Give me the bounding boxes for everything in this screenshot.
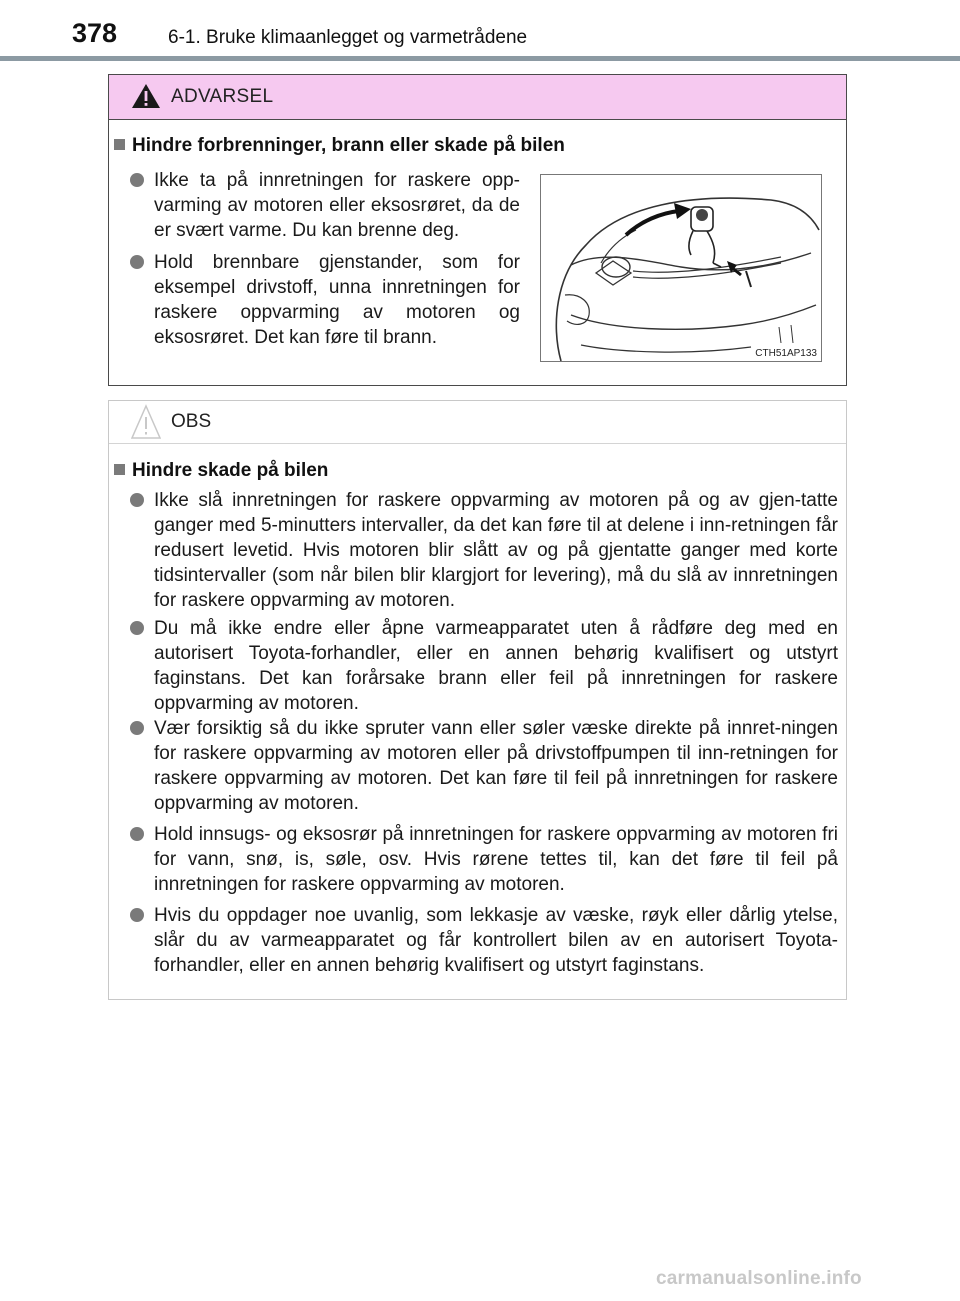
- notice-bullet-2: Du må ikke endre eller åpne varmeapparatet uten å rådføre deg med en autorisert Toyota-forhandler, eller en annen behørig kvalifisert og utstyrt faginstans. Det kan forårsake brann eller feil på innretningen for raskere oppvarming av motoren.: [154, 616, 838, 716]
- engine-heater-illustration: [540, 174, 822, 362]
- warning-label: ADVARSEL: [171, 86, 274, 107]
- square-bullet-icon: [114, 464, 125, 475]
- bullet-dot-icon: [130, 493, 144, 507]
- warning-subheading: Hindre forbrenninger, brann eller skade på bilen: [114, 135, 565, 157]
- warning-triangle-icon: [131, 83, 161, 114]
- notice-bullet-5: Hvis du oppdager noe uvanlig, som lekkasje av væske, røyk eller dårlig ytelse, slår du av varmeapparatet og får kontrollert bilen av en autorisert Toyota-forhandler, eller en annen behørig kvalifisert og utstyrt faginstans.: [154, 903, 838, 978]
- bullet-dot-icon: [130, 173, 144, 187]
- square-bullet-icon: [114, 139, 125, 150]
- bullet-dot-icon: [130, 621, 144, 635]
- notice-header: [109, 401, 846, 444]
- notice-bullet-3: Vær forsiktig så du ikke spruter vann eller søler væske direkte på innret-ningen for raskere oppvarming av motoren eller på drivstoffpumpen til inn-retningen for raskere oppvarming av motoren. Det kan føre til feil på innretningen for raskere oppvarming av motoren.: [154, 716, 838, 816]
- page-header: [0, 0, 960, 62]
- warning-bullet-2: Hold brennbare gjenstander, som for eksempel drivstoff, unna innretningen for raskere oppvarming av motoren og eksosrøret. Det kan føre til brann.: [154, 250, 520, 350]
- bullet-dot-icon: [130, 255, 144, 269]
- notice-label: OBS: [171, 411, 212, 432]
- bullet-dot-icon: [130, 908, 144, 922]
- section-title: 6-1. Bruke klimaanlegget og varmetrådene: [168, 27, 528, 48]
- notice-bullet-1: Ikke slå innretningen for raskere oppvarming av motoren på og av gjen-tatte ganger med 5-minutters intervaller, da det kan føre til at delene i inn-retningen får redusert levetid. Hvis motoren blir slått av og på gjentatte ganger med korte tidsintervaller (som når bilen blir klargjort for levering), må du slå av innretningen for raskere oppvarming av motoren.: [154, 488, 838, 613]
- header-rule: [0, 56, 960, 61]
- page-number: 378: [72, 18, 118, 48]
- notice-bullet-4: Hold innsugs- og eksosrør på innretningen for raskere oppvarming av motoren fri for vann, snø, is, søle, osv. Hvis rørene tettes til, kan det føre til feil på innretningen for raskere oppvarming av motoren.: [154, 822, 838, 897]
- watermark: carmanualsonline.info: [656, 1268, 862, 1289]
- notice-subheading: Hindre skade på bilen: [114, 460, 328, 482]
- bullet-dot-icon: [130, 827, 144, 841]
- warning-bullet-1: Ikke ta på innretningen for raskere opp-varming av motoren eller eksosrøret, da de er svært varme. Du kan brenne deg.: [154, 168, 520, 243]
- caution-triangle-icon: [131, 403, 161, 446]
- warning-header: [109, 75, 846, 120]
- bullet-dot-icon: [130, 721, 144, 735]
- figure-code: CTH51AP133: [755, 348, 817, 359]
